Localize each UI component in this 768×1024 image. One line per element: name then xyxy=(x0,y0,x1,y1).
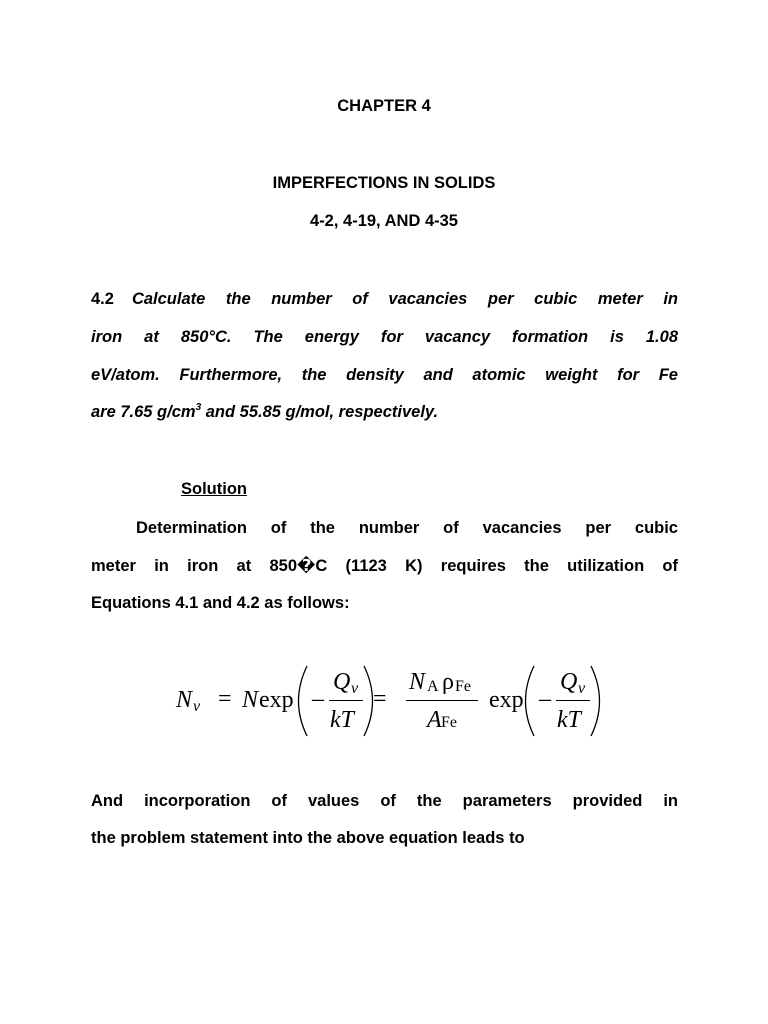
eq-exp-1: exp xyxy=(259,687,294,713)
problem-line-3: eV/atom. Furthermore, the density and atomic weight for Fe xyxy=(91,366,678,384)
solution-para2-line-2: the problem statement into the above equation leads to xyxy=(91,829,525,847)
problems-list: 4-2, 4-19, AND 4-35 xyxy=(310,212,458,230)
solution-para1-line-1: Determination of the number of vacancies per cubic xyxy=(136,519,678,537)
eq-rho-sub: Fe xyxy=(455,678,471,695)
eq-A: A xyxy=(427,707,442,733)
vacancy-equation xyxy=(170,662,610,740)
eq-minus-1: – xyxy=(312,686,324,712)
problem-line-4-a: are 7.65 g/cm xyxy=(91,403,196,421)
eq-fraction-bar-1 xyxy=(329,700,363,701)
problem-line-4 xyxy=(91,403,438,422)
problem-line-1-text: Calculate the number of vacancies per cubic meter in xyxy=(131,290,678,308)
eq-lhs-sub: v xyxy=(193,698,201,715)
eq-Q-1: Q xyxy=(333,669,351,695)
solution-heading: Solution xyxy=(181,480,247,498)
eq-lhs-N: N xyxy=(176,687,193,713)
eq-NA: N xyxy=(409,669,426,695)
problem-line-4-b: and 55.85 g/mol, respectively. xyxy=(201,403,439,421)
solution-para1-line-3: Equations 4.1 and 4.2 as follows: xyxy=(91,594,350,612)
eq-equals-2: = xyxy=(373,686,387,712)
eq-N: N xyxy=(242,687,259,713)
eq-Q-1-sub: v xyxy=(351,680,359,697)
problem-line-1 xyxy=(91,289,678,309)
eq-exp-2: exp xyxy=(489,687,524,713)
eq-NA-sub: A xyxy=(427,678,439,695)
problem-line-2: iron at 850°C. The energy for vacancy formation is 1.08 xyxy=(91,328,678,346)
problem-number: 4.2 xyxy=(91,290,114,308)
eq-kT-2: kT xyxy=(557,707,581,733)
eq-rho: ρ xyxy=(442,669,454,695)
eq-fraction-bar-2 xyxy=(406,700,478,701)
eq-A-sub: Fe xyxy=(441,714,457,731)
chapter-title: CHAPTER 4 xyxy=(337,97,431,115)
eq-minus-2: – xyxy=(539,686,551,712)
superscript-3: 3 xyxy=(195,402,202,413)
solution-para2-line-1: And incorporation of values of the parameters provided in xyxy=(91,792,678,810)
solution-para1-line-2: meter in iron at 850�C (1123 K) requires the utilization of xyxy=(91,557,678,575)
eq-equals-1: = xyxy=(218,686,232,712)
eq-Q-2-sub: v xyxy=(578,680,586,697)
eq-fraction-bar-3 xyxy=(556,700,590,701)
section-title: IMPERFECTIONS IN SOLIDS xyxy=(272,174,496,192)
eq-Q-2: Q xyxy=(560,669,578,695)
eq-kT-1: kT xyxy=(330,707,354,733)
